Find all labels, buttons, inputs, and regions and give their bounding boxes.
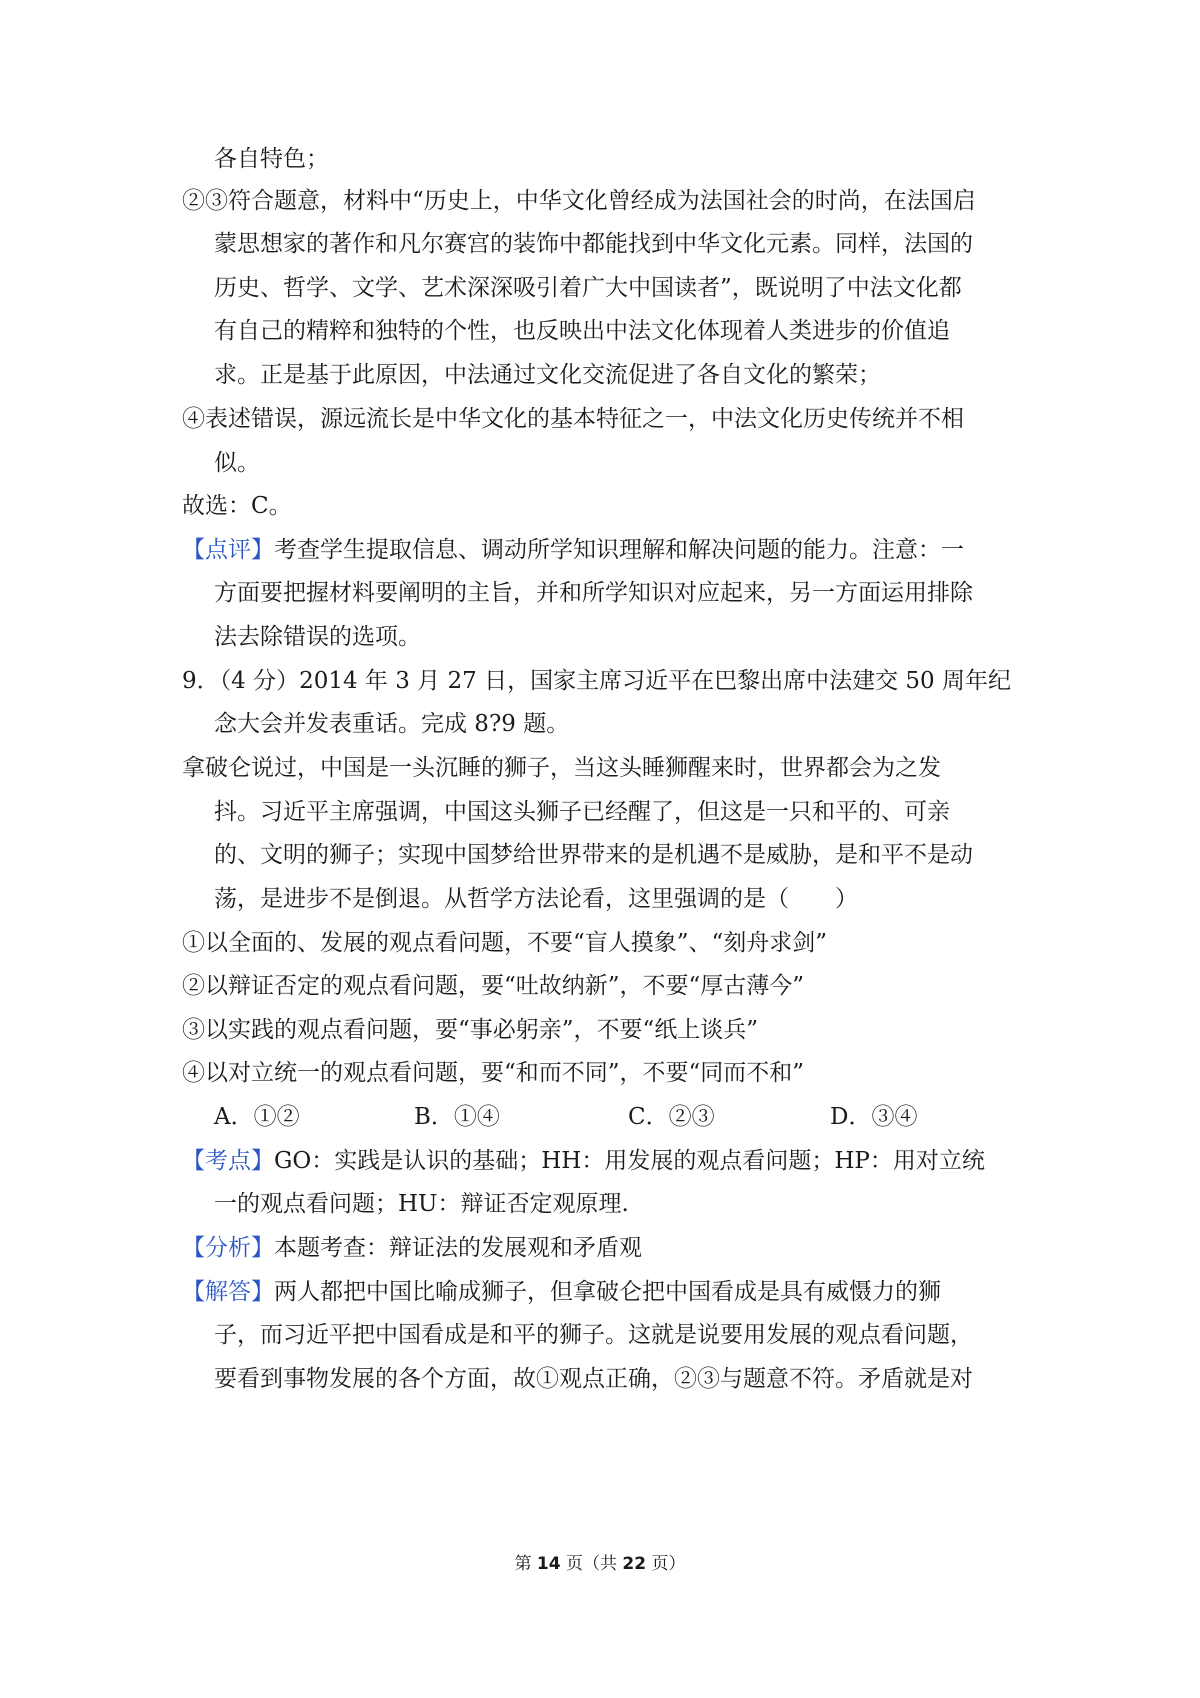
option-b: B．①④: [414, 1104, 500, 1130]
page-footer: [0, 1556, 1200, 1573]
text-line: ②③符合题意，材料中“历史上，中华文化曾经成为法国社会的时尚，在法国启: [182, 188, 976, 214]
fenxi-text: 本题考查：辩证法的发展观和矛盾观: [274, 1235, 642, 1261]
text-line: 子，而习近平把中国看成是和平的狮子。这就是说要用发展的观点看问题，: [214, 1322, 973, 1348]
text-line: 的、文明的狮子；实现中国梦给世界带来的是机遇不是威胁，是和平不是动: [214, 842, 973, 868]
text-line: 似。: [214, 450, 260, 476]
text-line: 求。正是基于此原因，中法通过文化交流促进了各自文化的繁荣；: [214, 362, 881, 388]
question-stem: 拿破仑说过，中国是一头沉睡的狮子，当这头睡狮醒来时，世界都会为之发: [182, 755, 941, 781]
footer-suffix: 页）: [651, 1554, 686, 1574]
jieda-text: 两人都把中国比喻成狮子，但拿破仑把中国看成是具有威慑力的狮: [274, 1279, 941, 1305]
fenxi-tag: 【分析】: [182, 1235, 274, 1261]
text-line: 历史、哲学、文学、艺术深深吸引着广大中国读者”，既说明了中法文化都: [214, 275, 962, 301]
text-line: 方面要把握材料要阐明的主旨，并和所学知识对应起来，另一方面运用排除: [214, 580, 973, 606]
question-heading: 9．（4 分）2014 年 3 月 27 日，国家主席习近平在巴黎出席中法建交 50 周年纪: [182, 668, 1011, 694]
option-a: A．①②: [214, 1104, 300, 1130]
kaodian-line: [182, 1150, 985, 1173]
text-line: 蒙思想家的著作和凡尔赛宫的装饰中都能找到中华文化元素。同样，法国的: [214, 231, 973, 257]
kaodian-tag: 【考点】: [182, 1148, 274, 1174]
dianping-line: [182, 539, 964, 562]
dianping-tag: 【点评】: [182, 537, 274, 563]
footer-total-pages: 22: [622, 1554, 647, 1574]
footer-prefix: 第: [514, 1554, 532, 1574]
jieda-tag: 【解答】: [182, 1279, 274, 1305]
text-line: 故选：C。: [182, 493, 292, 519]
option-c: C．②③: [628, 1104, 715, 1130]
dianping-text: 考查学生提取信息、调动所学知识理解和解决问题的能力。注意：一: [274, 537, 964, 563]
option-d: D．③④: [830, 1104, 918, 1130]
text-line: 要看到事物发展的各个方面，故①观点正确，②③与题意不符。矛盾就是对: [214, 1366, 973, 1392]
text-line: 法去除错误的选项。: [214, 624, 421, 650]
text-line: 各自特色；: [214, 146, 329, 172]
footer-mid: 页（共: [566, 1554, 617, 1574]
text-line: 荡，是进步不是倒退。从哲学方法论看，这里强调的是（ ）: [214, 886, 858, 912]
text-line: 一的观点看问题；HU：辩证否定观原理.: [214, 1191, 629, 1217]
text-line: 抖。习近平主席强调，中国这头狮子已经醒了，但这是一只和平的、可亲: [214, 799, 950, 825]
text-line: ④表述错误，源远流长是中华文化的基本特征之一，中法文化历史传统并不相: [182, 406, 964, 432]
jieda-line: [182, 1281, 941, 1304]
kaodian-text: GO：实践是认识的基础；HH：用发展的观点看问题；HP：用对立统: [274, 1148, 985, 1174]
fenxi-line: [182, 1237, 642, 1260]
question-item: ②以辩证否定的观点看问题，要“吐故纳新”，不要“厚古薄今”: [182, 973, 805, 999]
text-line: 念大会并发表重话。完成 8?9 题。: [214, 711, 570, 737]
question-item: ①以全面的、发展的观点看问题，不要“盲人摸象”、“刻舟求剑”: [182, 930, 828, 956]
question-item: ③以实践的观点看问题，要“事必躬亲”，不要“纸上谈兵”: [182, 1017, 759, 1043]
text-line: 有自己的精粹和独特的个性，也反映出中法文化体现着人类进步的价值追: [214, 318, 950, 344]
question-item: ④以对立统一的观点看问题，要“和而不同”，不要“同而不和”: [182, 1060, 805, 1086]
footer-page-number: 14: [536, 1554, 561, 1574]
